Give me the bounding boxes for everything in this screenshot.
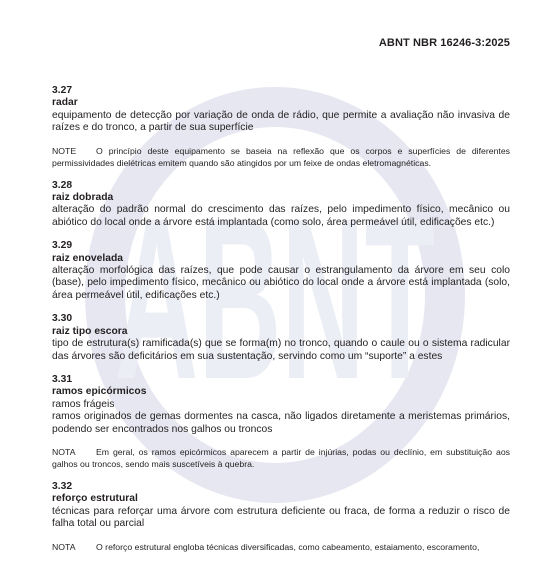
term-number: 3.30	[52, 313, 73, 325]
term-definition: técnicas para reforçar uma árvore com estrutura deficiente ou fraca, de forma a reduzir o risco de falha total ou parcial	[52, 505, 510, 530]
term-entry	[52, 313, 510, 363]
note-text: O reforço estrutural engloba técnicas diversificadas, como cabeamento, estaiamento, escoramento,	[96, 541, 480, 552]
term-entry	[52, 374, 510, 470]
note-text: Em geral, os ramos epicórmicos aparecem a partir de injúrias, podas ou declínio, em substituição aos galhos ou troncos, sendo mais suscetíveis à quebra.	[52, 446, 510, 469]
term-name: ramos epicórmicos	[52, 386, 147, 398]
term-definition: ramos originados de gemas dormentes na casca, não ligados diretamente a meristemas primários, podendo ser encontrados nos galhos ou troncos	[52, 411, 510, 435]
term-note	[52, 541, 510, 553]
term-synonym: ramos frágeis	[52, 398, 115, 410]
term-definition: equipamento de detecção por variação de onda de rádio, que permite a avaliação não invasiva de raízes e do tronco, a partir de sua superfície	[52, 109, 510, 134]
note-label: NOTE	[52, 145, 77, 156]
term-number: 3.31	[52, 373, 73, 385]
term-entry	[52, 240, 510, 302]
term-entry	[52, 85, 510, 169]
term-note	[52, 446, 510, 470]
term-entry	[52, 481, 510, 553]
term-name: reforço estrutural	[52, 493, 138, 505]
term-number: 3.27	[52, 85, 73, 96]
term-definition: alteração morfológica das raízes, que pode causar o estrangulamento da árvore em seu colo (base), pelo impedimento físico, mecânico ou abiótico do local onde a árvore está implantada (solo, área permeável útil, edificações etc.)	[52, 265, 510, 301]
term-name: raiz dobrada	[52, 192, 114, 204]
watermark-text: ABNT	[115, 170, 435, 427]
note-label: NOTA	[52, 541, 76, 552]
term-number: 3.29	[52, 240, 73, 252]
term-definition: alteração do padrão normal do crescimento das raízes, pelo impedimento físico, mecânico ou abiótico do local onde a árvore está implantada (como solo, área permeável útil, edificações etc.)	[52, 204, 510, 228]
term-entry	[52, 180, 510, 230]
note-label: NOTA	[52, 446, 76, 457]
standard-code: ABNT NBR 16246-3:2025	[378, 37, 510, 49]
term-name: raiz tipo escora	[52, 325, 128, 337]
terms-list	[52, 85, 510, 564]
term-note	[52, 145, 510, 169]
term-name: raiz enovelada	[52, 252, 123, 264]
term-number: 3.32	[52, 480, 73, 492]
term-name: radar	[52, 97, 78, 109]
note-text: O princípio deste equipamento se baseia na reflexão que os corpos e superfícies de diferentes permissividades dielétricas emitem quando são atingidos por um feixe de ondas eletromagnéticas.	[52, 145, 510, 168]
term-definition: tipo de estrutura(s) ramificada(s) que se forma(m) no tronco, quando o caule ou o sistema radicular das árvores são deficitários em sua sustentação, servindo como um “suporte” a estes	[52, 338, 510, 362]
term-number: 3.28	[52, 179, 73, 191]
